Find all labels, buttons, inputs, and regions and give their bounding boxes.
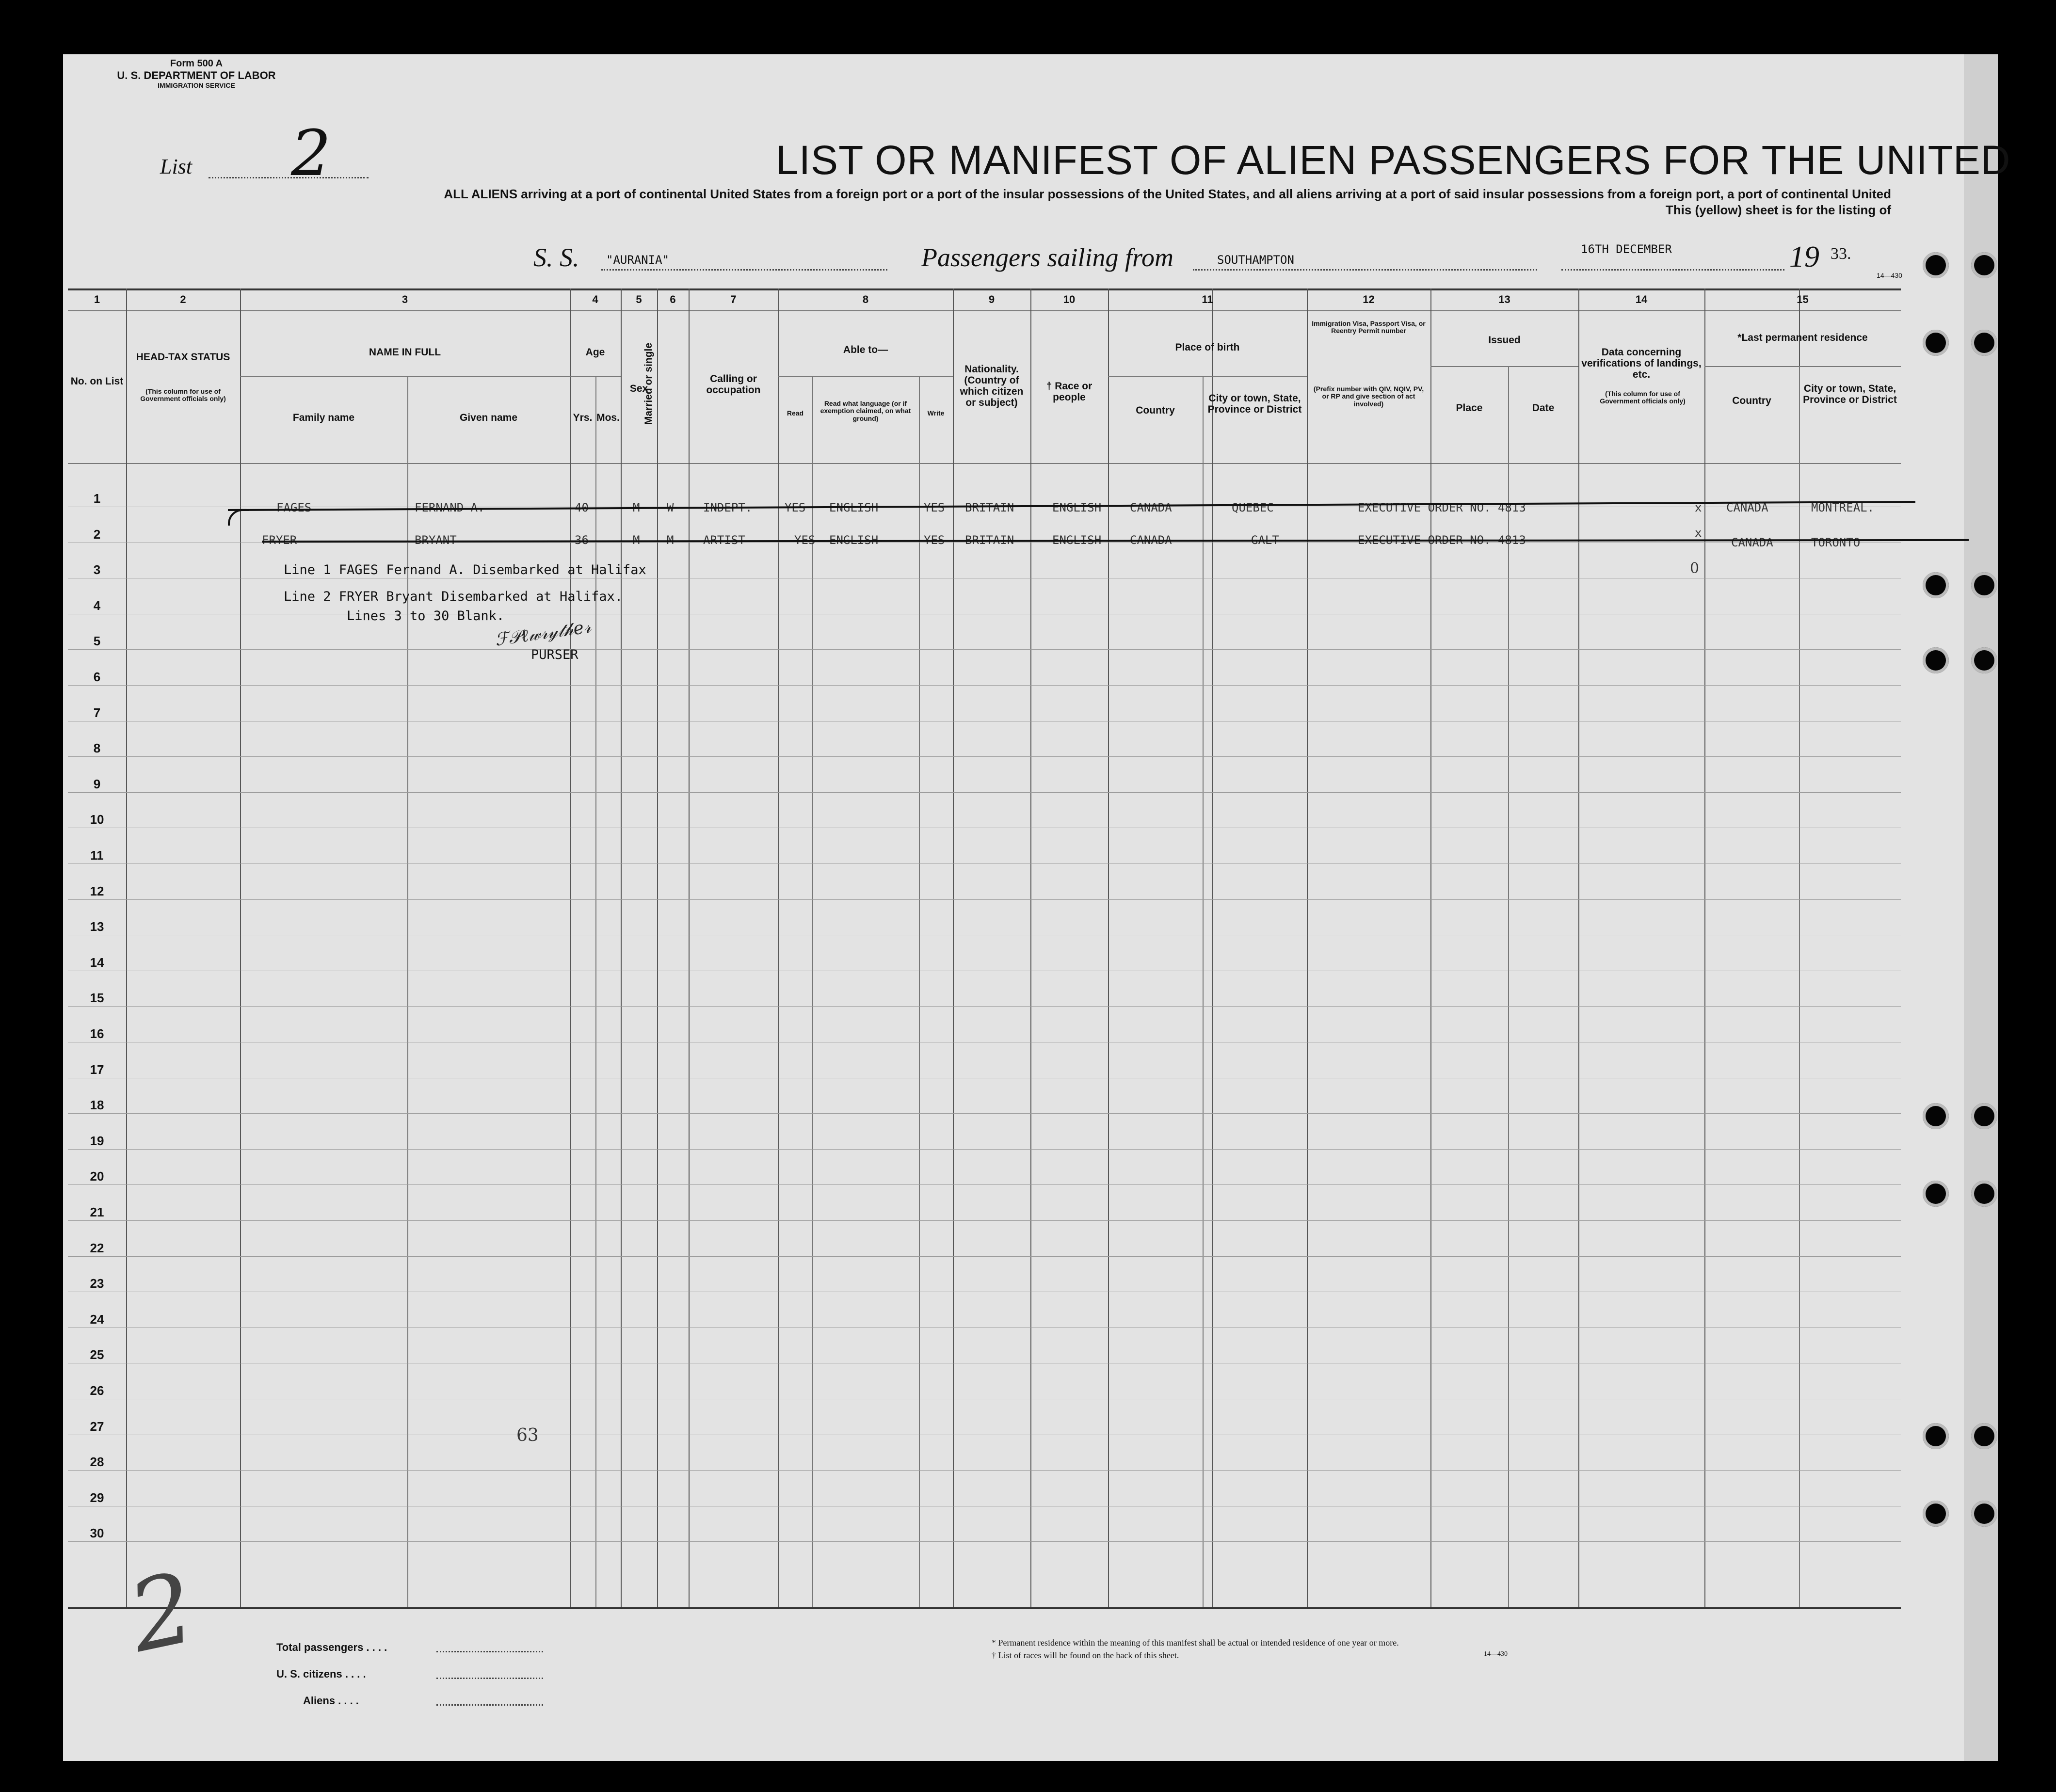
- passenger-1-race: ENGLISH: [1052, 501, 1102, 514]
- ship-name: "AURANIA": [606, 253, 670, 267]
- margin-number: 63: [516, 1425, 539, 1445]
- total-passengers-line: [436, 1651, 543, 1652]
- binder-hole: [1971, 647, 1997, 673]
- form-identity: [95, 58, 298, 89]
- row-number: 3: [93, 562, 101, 577]
- issued-date-header: Date: [1532, 402, 1555, 414]
- place-of-birth-header: Place of birth: [1175, 342, 1240, 353]
- binder-hole: [1923, 1501, 1949, 1527]
- row-rule: [68, 1470, 1901, 1471]
- col-number: 3: [402, 293, 408, 305]
- row-number: 24: [90, 1312, 104, 1327]
- row-number: 27: [90, 1419, 104, 1434]
- row-number: 30: [90, 1526, 104, 1541]
- row-rule: [68, 756, 1901, 757]
- sailing-date: 16TH DECEMBER: [1581, 242, 1672, 256]
- issued-subheader-rule: [1430, 366, 1578, 367]
- name-subheader-rule: [240, 376, 570, 377]
- row-number: 29: [90, 1490, 104, 1505]
- manifest-table: [68, 288, 1901, 1607]
- col-number: 10: [1063, 293, 1076, 305]
- passenger-1-given: FERNAND A.: [415, 501, 485, 514]
- aliens-label: Aliens . . . .: [303, 1695, 359, 1707]
- residence-subheader-rule: [1704, 366, 1901, 367]
- read-header: Read: [787, 409, 804, 417]
- col-number: 1: [94, 293, 100, 305]
- binder-hole: [1923, 572, 1949, 598]
- binder-hole: [1923, 647, 1949, 673]
- col-divider: [1578, 288, 1579, 1607]
- write-header: Write: [927, 409, 945, 417]
- no-on-list-header: No. on List: [70, 376, 124, 387]
- head-tax-note: (This column for use of Government officials only): [140, 387, 226, 403]
- passenger-2-birth-city: GALT: [1251, 533, 1279, 547]
- handwritten-list-number: 2: [120, 1551, 204, 1675]
- col-number: 8: [862, 293, 869, 305]
- passenger-2-yrs: 36: [575, 533, 589, 547]
- us-citizens-line: [436, 1678, 543, 1679]
- table-top-border: [68, 288, 1901, 290]
- col-divider: [570, 288, 571, 1607]
- row-number: 7: [93, 705, 101, 720]
- col-divider: [1430, 288, 1431, 1607]
- calling-header: Calling or occupation: [706, 373, 761, 396]
- row-rule: [68, 1113, 1901, 1114]
- passenger-2-read: YES: [794, 533, 816, 547]
- passenger-1-res-country: CANADA: [1726, 501, 1768, 514]
- row-rule: [68, 1006, 1901, 1007]
- col-divider: [953, 288, 954, 1607]
- col-number: 6: [670, 293, 676, 305]
- row-number: 4: [93, 598, 101, 613]
- binder-hole: [1923, 330, 1949, 356]
- col-divider: [126, 288, 127, 1607]
- subtitle-line-1: ALL ALIENS arriving at a port of continental United States from a foreign port or a port of the insular possessions of the United States, and all aliens arriving at a port of said insular possessions from a foreign port, a port of continental United: [444, 187, 1891, 201]
- nationality-header: Nationality. (Country of which citizen or subject): [960, 364, 1024, 409]
- table-bottom-border: [68, 1607, 1901, 1609]
- row-number: 12: [90, 883, 104, 898]
- binder-hole: [1923, 252, 1949, 278]
- col-divider: [1704, 288, 1705, 1607]
- col-divider: [240, 288, 241, 1607]
- col-divider: [621, 288, 622, 1607]
- ship-underline: [601, 269, 887, 271]
- passenger-2-mark: x: [1695, 526, 1702, 540]
- read-language-header: Read what language (or if exemption claimed, on what ground): [820, 400, 911, 422]
- read-divider: [812, 376, 813, 1607]
- birth-subheader-rule: [1108, 376, 1307, 377]
- binder-hole: [1971, 572, 1997, 598]
- visa-note: (Prefix number with QIV, NQIV, PV, or RP and give section of act involved): [1313, 385, 1424, 408]
- row-number: 2: [93, 527, 101, 542]
- row-number: 21: [90, 1205, 104, 1219]
- form-code: 14—430: [1877, 272, 1902, 279]
- row-number: 10: [90, 812, 104, 827]
- row-rule: [68, 792, 1901, 793]
- passenger-2-marital: M: [667, 533, 674, 547]
- us-citizens-label: U. S. citizens . . . .: [276, 1668, 366, 1680]
- passenger-1-birth-city: QUEBEC: [1232, 501, 1274, 514]
- married-header: Married or single: [642, 342, 654, 425]
- passenger-1-res-city: MONTREAL.: [1811, 501, 1875, 514]
- passenger-1-mark: x: [1695, 501, 1702, 514]
- passenger-1-calling: INDEPT.: [703, 501, 753, 514]
- residence-city-header: City or town, State, Province or District: [1803, 383, 1897, 406]
- col-divider: [689, 288, 690, 1607]
- row-rule: [68, 649, 1901, 650]
- row-number: 22: [90, 1240, 104, 1255]
- col-number: 11: [1202, 293, 1213, 305]
- passenger-2-birth-country: CANADA: [1130, 533, 1172, 547]
- passenger-2-family: FRYER: [262, 533, 297, 547]
- passenger-2-res-country: CANADA: [1731, 536, 1773, 549]
- column-number-rule: [68, 310, 1901, 311]
- passenger-2-res-city: TORONTO: [1811, 536, 1861, 549]
- row-number: 6: [93, 670, 101, 684]
- passenger-1-family: FAGES: [276, 501, 312, 514]
- binder-hole: [1923, 1103, 1949, 1129]
- subtitle-line-2: This (yellow) sheet is for the listing of: [1665, 203, 1891, 217]
- passenger-1-language: ENGLISH: [829, 501, 879, 514]
- row-rule: [68, 1220, 1901, 1221]
- binder-hole: [1971, 1423, 1997, 1449]
- col-number: 14: [1635, 293, 1648, 305]
- footnote-races: † List of races will be found on the back of this sheet.: [992, 1650, 1179, 1660]
- passenger-1-marital: W: [667, 501, 674, 514]
- row-number: 26: [90, 1383, 104, 1398]
- list-label: List: [160, 155, 193, 178]
- col-divider: [1108, 288, 1109, 1607]
- row-number: 15: [90, 991, 104, 1006]
- birth-city-divider: [1203, 376, 1204, 1607]
- note-line-2: Line 2 FRYER Bryant Disembarked at Halifax.: [284, 589, 623, 604]
- write-divider: [919, 376, 920, 1607]
- mos-header: Mos.: [596, 412, 620, 423]
- footer-code: 14—430: [1484, 1650, 1508, 1658]
- row-number: 28: [90, 1455, 104, 1470]
- issued-place-header: Place: [1456, 402, 1483, 414]
- name-in-full-header: NAME IN FULL: [369, 347, 441, 358]
- row-number: 5: [93, 634, 101, 649]
- col-divider: [1030, 288, 1031, 1607]
- col-divider: [1212, 288, 1213, 1607]
- passenger-2-given: BRYANT: [415, 533, 457, 547]
- ss-label: S. S.: [533, 243, 579, 272]
- row-number: 16: [90, 1026, 104, 1041]
- row-rule: [68, 685, 1901, 686]
- binder-hole: [1971, 1103, 1997, 1129]
- row-number: 18: [90, 1098, 104, 1113]
- year-prefix: 19: [1789, 240, 1819, 273]
- col-number: 9: [988, 293, 995, 305]
- list-number: 2: [291, 116, 331, 190]
- purser-signature: ℱ𝒫ℓ𝓌𝓇𝓎𝓉𝒽𝑒𝓇: [494, 617, 593, 650]
- row-rule: [68, 1541, 1901, 1542]
- header-bottom-rule: [68, 463, 1901, 464]
- head-tax-header: HEAD-TAX STATUS: [136, 352, 230, 363]
- passenger-2-nationality: BRITAIN: [965, 533, 1014, 547]
- binder-hole: [1971, 330, 1997, 356]
- note-blank-lines: Lines 3 to 30 Blank.: [347, 608, 505, 624]
- col-number: 4: [592, 293, 598, 305]
- passenger-1-birth-country: CANADA: [1130, 501, 1172, 514]
- binder-hole: [1971, 1181, 1997, 1207]
- row-number: 8: [93, 741, 101, 756]
- col-number: 5: [636, 293, 642, 305]
- passenger-2-race: ENGLISH: [1052, 533, 1102, 547]
- department: U. S. DEPARTMENT OF LABOR: [117, 69, 276, 81]
- col-number: 15: [1797, 293, 1809, 305]
- col-number: 2: [180, 293, 186, 305]
- residence-country-header: Country: [1732, 395, 1771, 406]
- row-number: 9: [93, 776, 101, 791]
- service: IMMIGRATION SERVICE: [158, 81, 235, 90]
- row-number: 17: [90, 1062, 104, 1077]
- passenger-2-sex: M: [633, 533, 640, 547]
- passenger-2-language: ENGLISH: [829, 533, 879, 547]
- col-number: 13: [1498, 293, 1510, 305]
- passenger-1-write: YES: [924, 501, 945, 514]
- purser-label: PURSER: [531, 647, 578, 662]
- race-header: † Race or people: [1046, 381, 1092, 403]
- row-number: 13: [90, 919, 104, 934]
- given-name-header: Given name: [459, 412, 518, 423]
- row-number: 11: [90, 848, 104, 863]
- residence-city-divider: [1799, 366, 1800, 1607]
- page-title: LIST OR MANIFEST OF ALIEN PASSENGERS FOR THE UNITED: [776, 137, 2011, 183]
- mos-divider: [595, 376, 596, 1607]
- passenger-2-calling: ARTIST: [703, 533, 745, 547]
- binder-hole: [1971, 1501, 1997, 1527]
- passenger-1-visa: EXECUTIVE ORDER NO. 4813: [1358, 501, 1526, 514]
- binder-hole: [1923, 1423, 1949, 1449]
- row-number: 1: [93, 491, 101, 506]
- issued-header: Issued: [1488, 335, 1521, 346]
- passenger-2-mos: -: [601, 533, 609, 547]
- yrs-header: Yrs.: [573, 412, 593, 423]
- able-to-header: Able to—: [843, 344, 888, 355]
- form-number: Form 500 A: [170, 58, 223, 69]
- passenger-1-sex: M: [633, 501, 640, 514]
- data-concerning-note: (This column for use of Government officials only): [1600, 390, 1686, 405]
- row-number: 20: [90, 1169, 104, 1184]
- given-divider: [407, 376, 408, 1607]
- passenger-1-nationality: BRITAIN: [965, 501, 1014, 514]
- sailing-label: Passengers sailing from: [921, 243, 1174, 272]
- last-residence-header: *Last permanent residence: [1737, 332, 1868, 343]
- strike-hook: [228, 509, 249, 526]
- binder-hole: [1923, 1181, 1949, 1207]
- row-number: 23: [90, 1276, 104, 1291]
- handwritten-mark: 0: [1690, 560, 1700, 577]
- binder-hole: [1971, 252, 1997, 278]
- list-underline: [209, 177, 369, 178]
- row-number: 14: [90, 955, 104, 970]
- data-concerning-header: Data concerning verifications of landings, etc.: [1581, 347, 1702, 381]
- visa-header: Immigration Visa, Passport Visa, or Reentry Permit number: [1312, 320, 1426, 335]
- able-subheader-rule: [778, 376, 953, 377]
- total-passengers-label: Total passengers . . . .: [276, 1641, 387, 1653]
- date-underline: [1561, 269, 1784, 271]
- birth-country-header: Country: [1136, 405, 1175, 416]
- col-divider: [778, 288, 779, 1607]
- issued-date-divider: [1508, 366, 1509, 1607]
- footnote-residence: * Permanent residence within the meaning of this manifest shall be actual or intended residence of one year or more.: [992, 1638, 1399, 1648]
- row-rule: [68, 1256, 1901, 1257]
- port-underline: [1193, 269, 1537, 271]
- row-rule: [68, 1149, 1901, 1150]
- family-name-header: Family name: [292, 412, 355, 423]
- aliens-line: [436, 1704, 543, 1706]
- passenger-1-mos: -: [601, 501, 609, 514]
- col-number: 7: [730, 293, 737, 305]
- passenger-2-write: YES: [924, 533, 945, 547]
- passenger-1-read: YES: [785, 501, 806, 514]
- row-rule: [68, 1184, 1901, 1185]
- row-number: 25: [90, 1347, 104, 1362]
- row-rule: [68, 899, 1901, 900]
- sailing-port: SOUTHAMPTON: [1217, 253, 1294, 267]
- birth-city-header: City or town, State, Province or District: [1207, 393, 1302, 416]
- col-number: 12: [1363, 293, 1375, 305]
- sex-header: Sex: [629, 383, 648, 394]
- col-divider: [657, 288, 658, 1607]
- age-header: Age: [585, 347, 605, 358]
- note-line-1: Line 1 FAGES Fernand A. Disembarked at Halifax: [284, 562, 646, 577]
- row-number: 19: [90, 1133, 104, 1148]
- passenger-2-visa: EXECUTIVE ORDER NO. 4813: [1358, 533, 1526, 547]
- passenger-1-yrs: 40: [575, 501, 589, 514]
- year-suffix: 33.: [1831, 245, 1851, 263]
- col-divider: [1307, 288, 1308, 1607]
